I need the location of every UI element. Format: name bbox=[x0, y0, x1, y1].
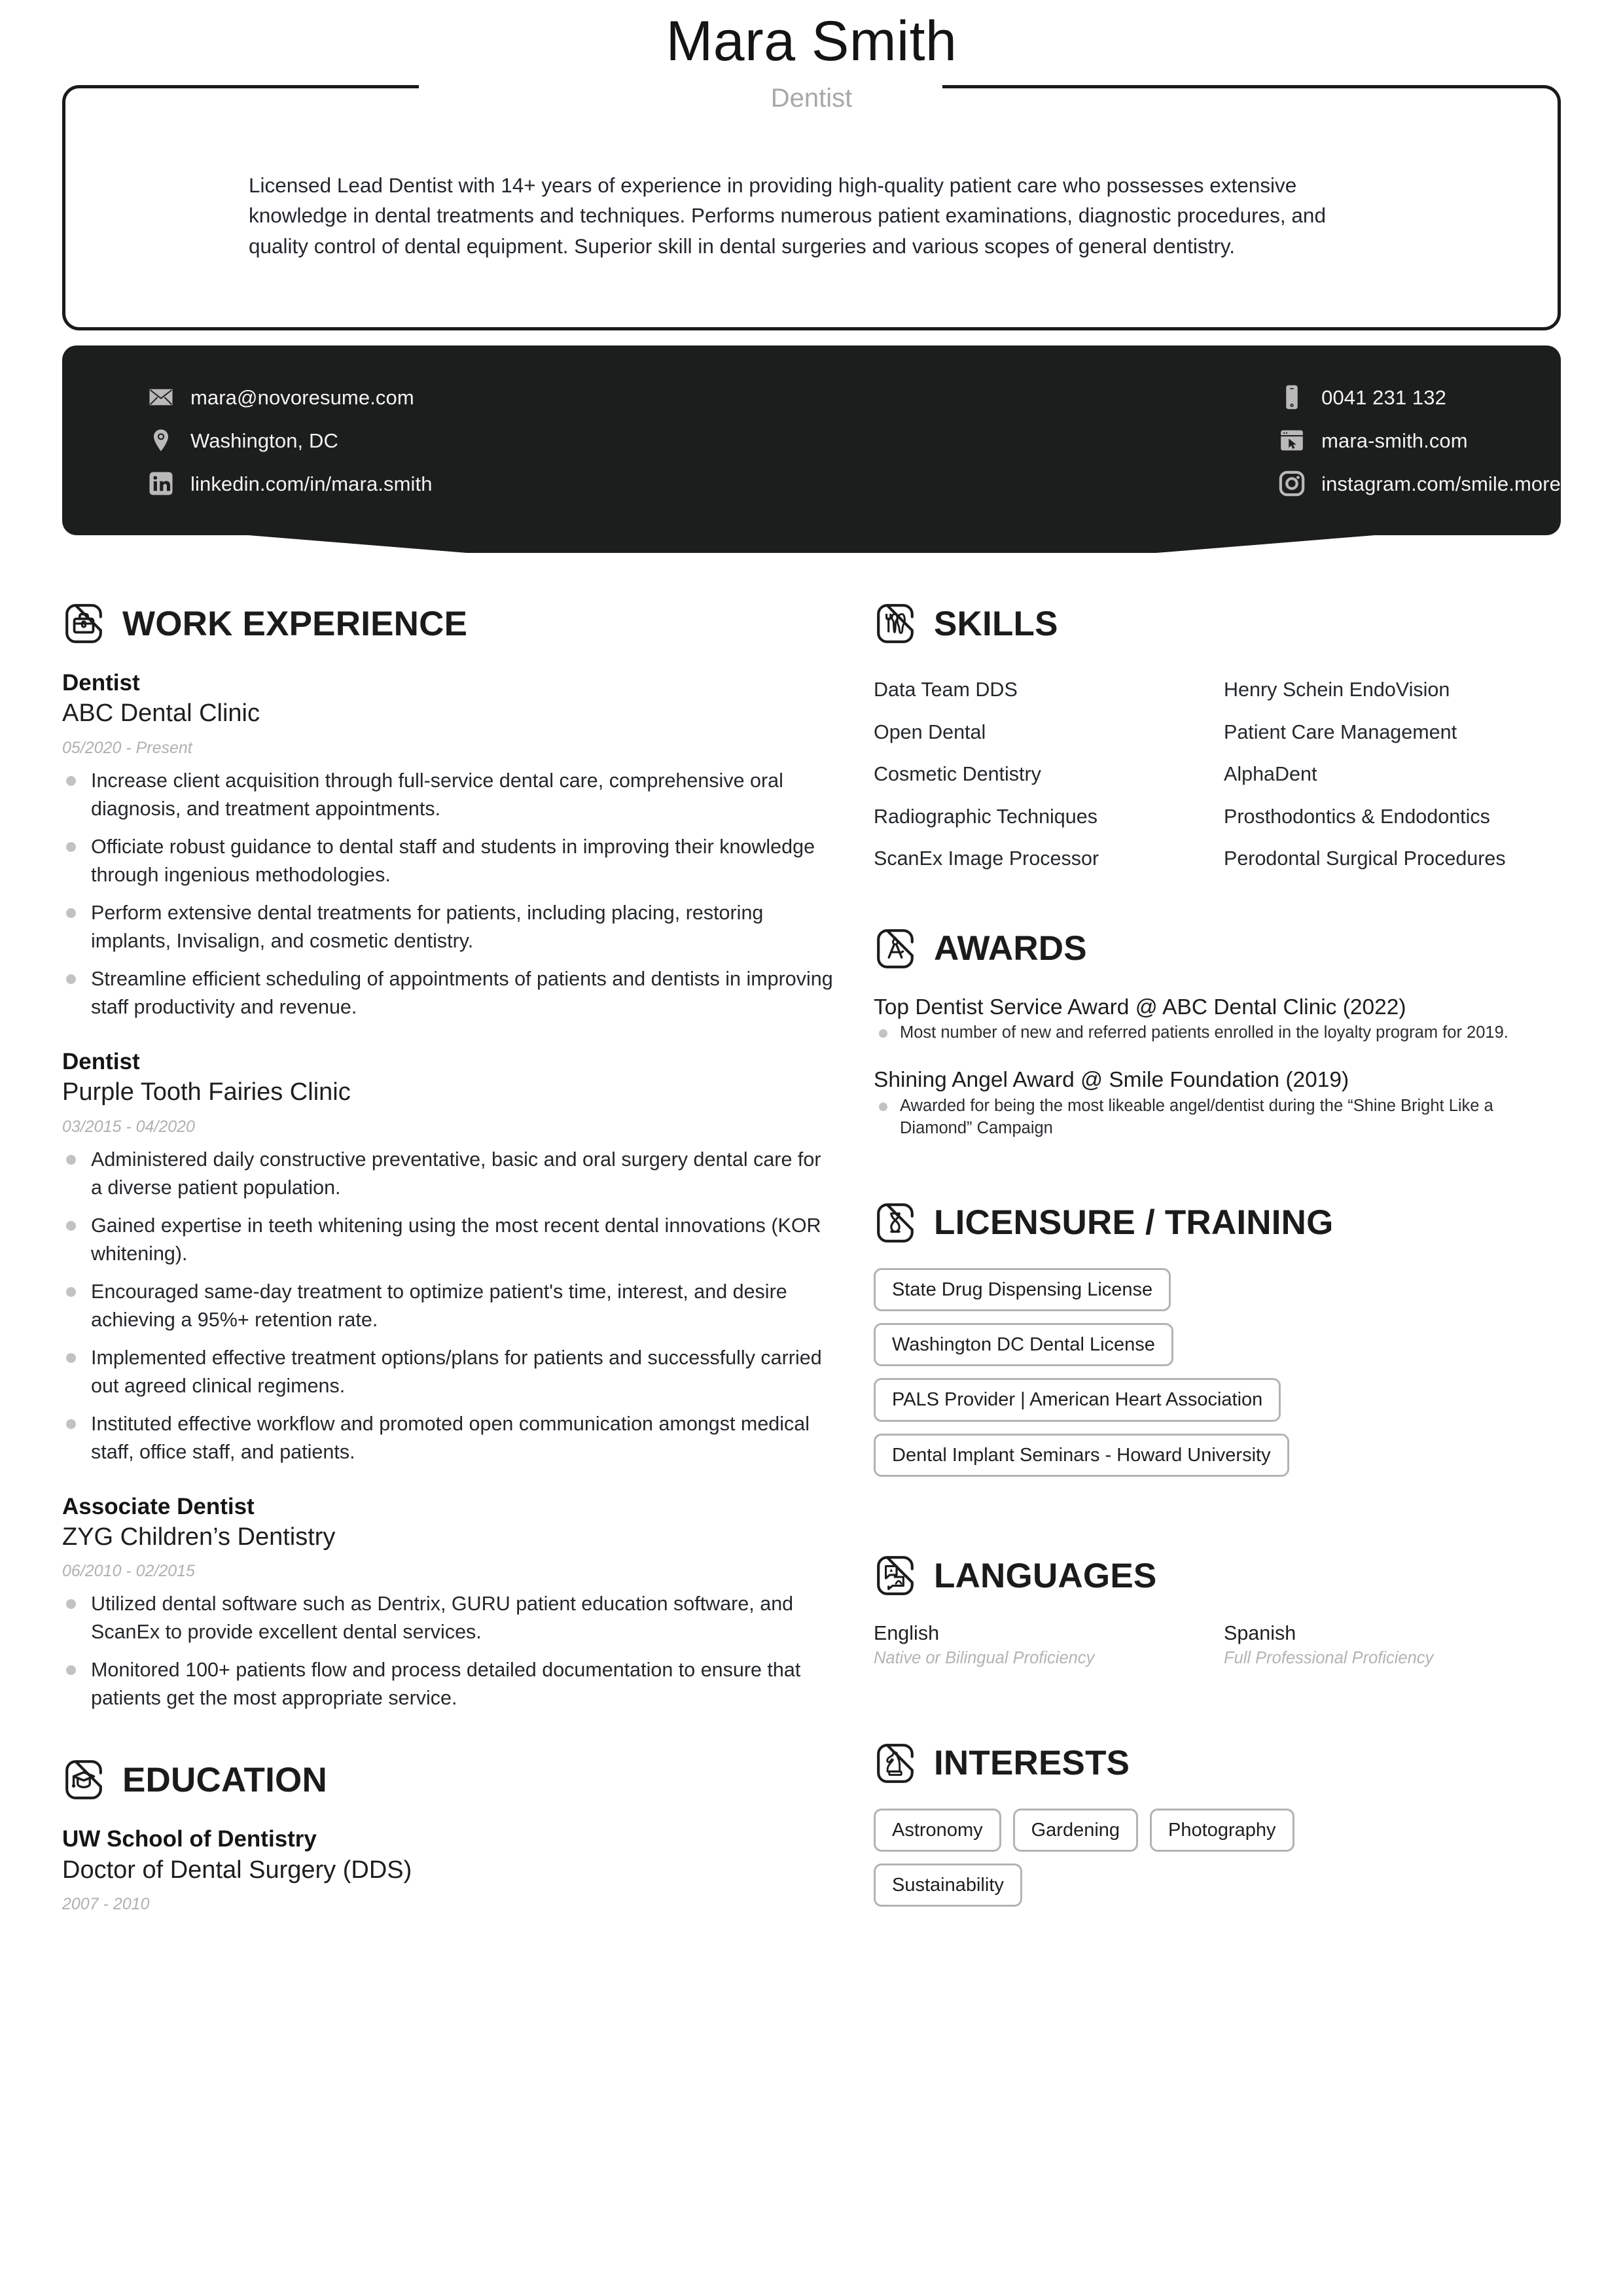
award-entry bbox=[874, 1067, 1567, 1140]
contact-website[interactable] bbox=[1278, 419, 1561, 462]
work-entry-title: Associate Dentist bbox=[62, 1493, 255, 1519]
section-title-work-experience: WORK EXPERIENCE bbox=[122, 604, 468, 643]
section-title-languages: LANGUAGES bbox=[934, 1556, 1157, 1595]
skill-item: Open Dental bbox=[874, 720, 986, 743]
contact-column-right bbox=[522, 376, 1561, 505]
bullet-item: Officiate robust guidance to dental staff and students in improving their knowledge through ingenious methodologies. bbox=[62, 833, 834, 889]
translate-icon bbox=[874, 1554, 917, 1597]
contact-email[interactable] bbox=[147, 376, 522, 419]
section-title-interests: INTERESTS bbox=[934, 1744, 1130, 1783]
bullet-item: Most number of new and referred patients enrolled in the loyalty program for 2019. bbox=[874, 1021, 1567, 1044]
skill-item: Patient Care Management bbox=[1224, 720, 1457, 743]
left-column bbox=[62, 602, 834, 1940]
language-name: Spanish bbox=[1224, 1622, 1296, 1645]
language-entry bbox=[1224, 1621, 1567, 1669]
award-bullets bbox=[874, 1095, 1567, 1140]
contact-phone-text: 0041 231 132 bbox=[1321, 385, 1446, 409]
section-title-education: EDUCATION bbox=[122, 1760, 327, 1799]
professional-summary: Licensed Lead Dentist with 14+ years of experience in providing high-quality patient care who possesses extensive knowledge in dental treatments and techniques. Performs numerous patient examinations, diagnostic procedures, and quality control of dental equipment. Superior skill in dental surgeries and various scopes of general dentistry. bbox=[249, 173, 1326, 258]
contact-website-text: mara-smith.com bbox=[1321, 429, 1468, 452]
work-entry-bullets bbox=[62, 1590, 834, 1712]
section-header-interests bbox=[874, 1742, 1567, 1785]
interest-pill[interactable]: Photography bbox=[1150, 1809, 1294, 1852]
bullet-item: Administered daily constructive preventative, basic and oral surgery dental care for a diverse patient population. bbox=[62, 1146, 834, 1202]
skill-item: Radiographic Techniques bbox=[874, 805, 1097, 828]
bullet-item: Instituted effective workflow and promoted open communication amongst medical staff, office staff, and patients. bbox=[62, 1410, 834, 1466]
skill-item: Prosthodontics & Endodontics bbox=[1224, 805, 1490, 828]
linkedin-icon bbox=[147, 470, 175, 497]
section-title-licensure: LICENSURE / TRAINING bbox=[934, 1203, 1334, 1243]
bullet-item: Perform extensive dental treatments for patients, including placing, restoring implants, Invisalign, and cosmetic dentistry. bbox=[62, 899, 834, 955]
section-title-awards: AWARDS bbox=[934, 929, 1087, 968]
licensure-pill[interactable]: Washington DC Dental License bbox=[874, 1323, 1173, 1366]
bullet-item: Monitored 100+ patients flow and process detailed documentation to ensure that patients get the most appropriate service. bbox=[62, 1656, 834, 1712]
language-entry bbox=[874, 1621, 1217, 1669]
education-entry-date: 2007 - 2010 bbox=[62, 1895, 150, 1914]
skill-item: Data Team DDS bbox=[874, 679, 1018, 701]
contact-linkedin[interactable] bbox=[147, 462, 522, 505]
website-icon bbox=[1278, 427, 1306, 454]
award-entry bbox=[874, 994, 1567, 1044]
dental-tools-icon bbox=[874, 602, 917, 645]
interests-list bbox=[874, 1809, 1397, 1907]
education-entry bbox=[62, 1825, 834, 1914]
work-entry-org: ZYG Children’s Dentistry bbox=[62, 1523, 336, 1551]
language-level: Native or Bilingual Proficiency bbox=[874, 1649, 1095, 1668]
page-title: Mara Smith bbox=[666, 10, 957, 73]
work-entry-org: Purple Tooth Fairies Clinic bbox=[62, 1078, 351, 1106]
award-title: Shining Angel Award @ Smile Foundation (2019) bbox=[874, 1067, 1349, 1092]
work-entry-bullets bbox=[62, 767, 834, 1021]
work-entry-date: 06/2010 - 02/2015 bbox=[62, 1562, 195, 1581]
section-header-awards bbox=[874, 927, 1567, 970]
contact-column-left bbox=[62, 376, 522, 505]
contact-location bbox=[147, 419, 522, 462]
contact-linkedin-text: linkedin.com/in/mara.smith bbox=[190, 472, 433, 495]
work-entry-date: 03/2015 - 04/2020 bbox=[62, 1117, 195, 1136]
skill-item: Perodontal Surgical Procedures bbox=[1224, 847, 1506, 870]
section-header-work-experience bbox=[62, 602, 834, 645]
phone-icon bbox=[1278, 383, 1306, 411]
location-pin-icon bbox=[147, 427, 175, 454]
skill-item: ScanEx Image Processor bbox=[874, 847, 1099, 870]
contact-instagram-text: instagram.com/smile.more bbox=[1321, 472, 1561, 495]
contact-phone[interactable] bbox=[1278, 376, 1561, 419]
contact-instagram[interactable] bbox=[1278, 462, 1561, 505]
interest-pill[interactable]: Astronomy bbox=[874, 1809, 1001, 1852]
contact-bar bbox=[62, 345, 1561, 535]
bullet-item: Streamline efficient scheduling of appointments of patients and dentists in improving staff productivity and revenue. bbox=[62, 965, 834, 1021]
licensure-pill[interactable]: PALS Provider | American Heart Association bbox=[874, 1378, 1281, 1421]
section-header-licensure bbox=[874, 1201, 1567, 1245]
ribbon-icon bbox=[874, 1201, 917, 1245]
job-subtitle: Dentist bbox=[770, 84, 853, 113]
licensure-list bbox=[874, 1268, 1567, 1477]
instagram-icon bbox=[1278, 470, 1306, 497]
bullet-item: Utilized dental software such as Dentrix, GURU patient education software, and ScanEx to provide excellent dental services. bbox=[62, 1590, 834, 1646]
contact-location-text: Washington, DC bbox=[190, 429, 338, 452]
bullet-item: Gained expertise in teeth whitening using the most recent dental innovations (KOR whitening). bbox=[62, 1212, 834, 1268]
chess-knight-icon bbox=[874, 1742, 917, 1785]
skill-item: Cosmetic Dentistry bbox=[874, 763, 1041, 785]
section-header-skills bbox=[874, 602, 1567, 645]
language-level: Full Professional Proficiency bbox=[1224, 1649, 1434, 1668]
section-title-skills: SKILLS bbox=[934, 604, 1058, 643]
interest-pill[interactable]: Sustainability bbox=[874, 1863, 1022, 1907]
bullet-item: Implemented effective treatment options/plans for patients and successfully carried out agreed clinical regimens. bbox=[62, 1344, 834, 1400]
language-name: English bbox=[874, 1622, 940, 1645]
skill-item: Henry Schein EndoVision bbox=[1224, 679, 1450, 701]
work-entry bbox=[62, 1048, 834, 1466]
work-entry-org: ABC Dental Clinic bbox=[62, 699, 260, 728]
award-bullets bbox=[874, 1021, 1567, 1044]
section-header-languages bbox=[874, 1554, 1567, 1597]
education-entry-title: UW School of Dentistry bbox=[62, 1826, 317, 1852]
contact-email-text: mara@novoresume.com bbox=[190, 385, 414, 409]
briefcase-icon bbox=[62, 602, 105, 645]
graduation-cap-icon bbox=[62, 1758, 105, 1801]
work-entry bbox=[62, 1492, 834, 1713]
envelope-icon bbox=[147, 383, 175, 411]
education-entry-degree: Doctor of Dental Surgery (DDS) bbox=[62, 1856, 412, 1884]
bullet-item: Encouraged same-day treatment to optimize patient's time, interest, and desire achieving a 95%+ retention rate. bbox=[62, 1278, 834, 1334]
work-entry-title: Dentist bbox=[62, 1048, 140, 1074]
languages-grid bbox=[874, 1621, 1567, 1669]
header-frame bbox=[62, 10, 1561, 330]
bullet-item: Awarded for being the most likeable angel/dentist during the “Shine Bright Like a Diamond” Campaign bbox=[874, 1095, 1567, 1140]
section-header-education bbox=[62, 1758, 834, 1801]
skill-item: AlphaDent bbox=[1224, 763, 1317, 785]
compass-icon bbox=[874, 927, 917, 970]
work-entry-date: 05/2020 - Present bbox=[62, 738, 192, 757]
work-entry-title: Dentist bbox=[62, 670, 140, 696]
licensure-pill[interactable]: Dental Implant Seminars - Howard University bbox=[874, 1434, 1289, 1477]
work-entry bbox=[62, 669, 834, 1021]
right-column bbox=[874, 602, 1567, 1907]
work-entry-bullets bbox=[62, 1146, 834, 1466]
bullet-item: Increase client acquisition through full-service dental care, comprehensive oral diagnosis, and treatment appointments. bbox=[62, 767, 834, 823]
licensure-pill[interactable]: State Drug Dispensing License bbox=[874, 1268, 1171, 1311]
skills-grid bbox=[874, 669, 1567, 880]
award-title: Top Dentist Service Award @ ABC Dental Clinic (2022) bbox=[874, 995, 1406, 1019]
interest-pill[interactable]: Gardening bbox=[1013, 1809, 1138, 1852]
